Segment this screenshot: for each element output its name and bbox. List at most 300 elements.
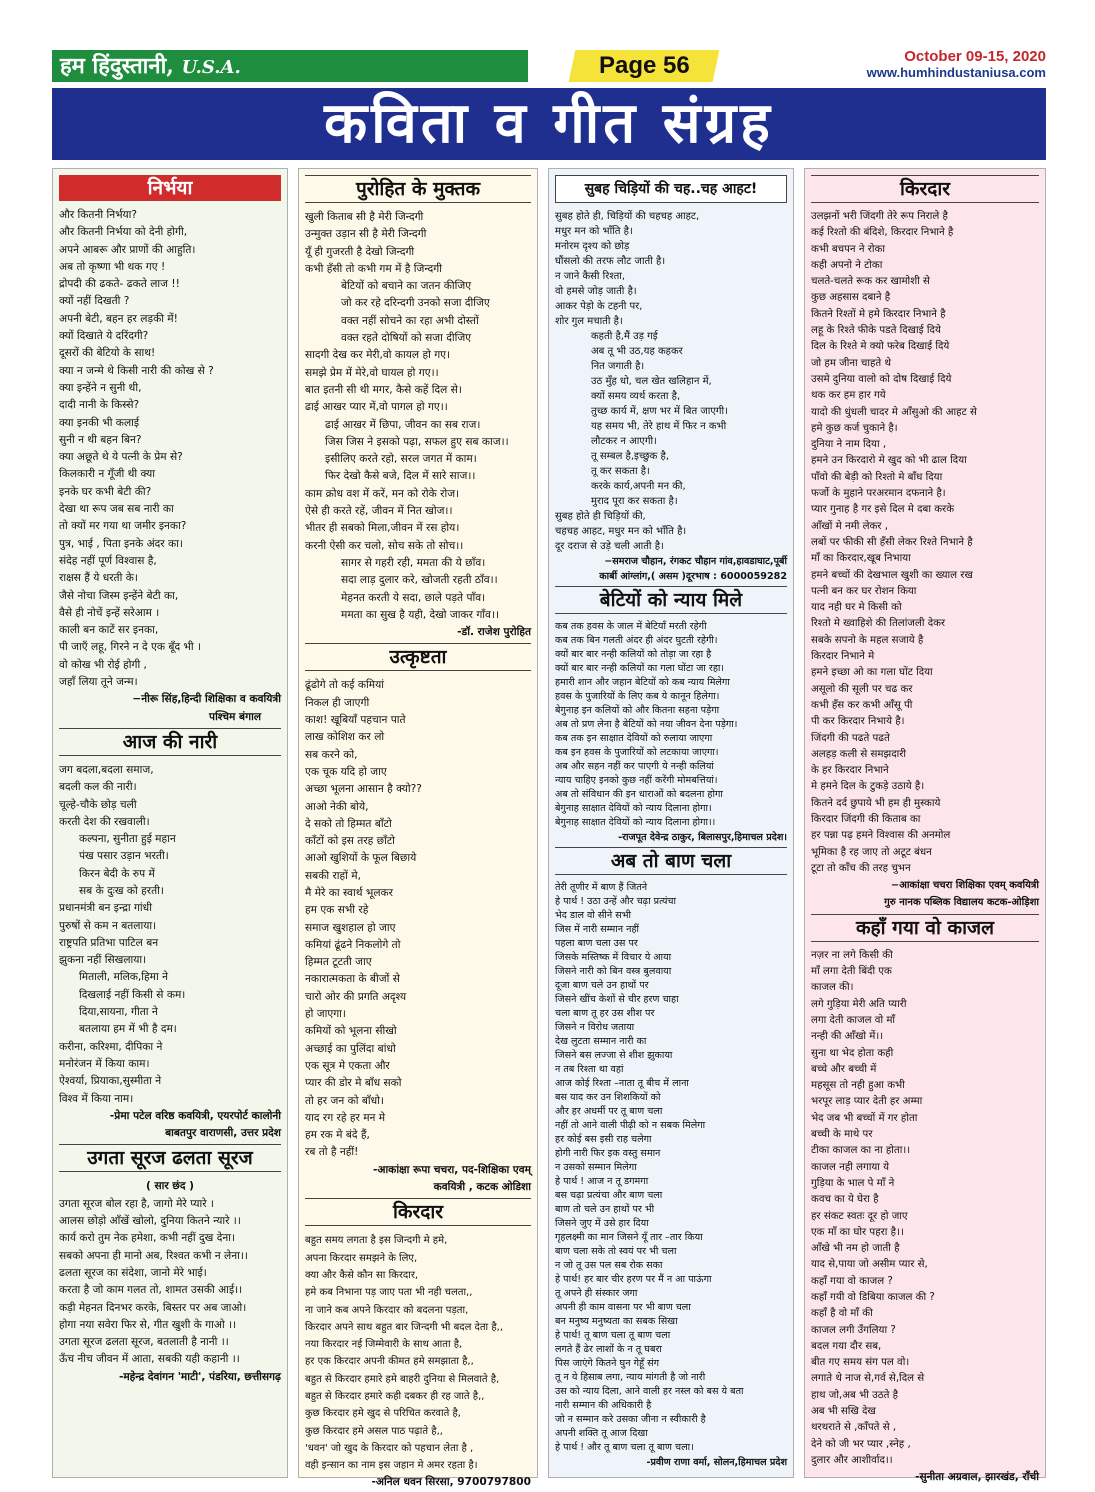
poem-credit-place: पश्चिम बंगाल xyxy=(209,710,261,723)
poem-line: जो हम जीना चाहते थे xyxy=(811,357,891,369)
poem-line: अपनी ही काम वासना पर भी बाण चला xyxy=(555,1302,691,1313)
poem-line: हमने इच्छा ओ का गला घोंट दिया xyxy=(811,667,933,679)
poem-line: अपनी बेटी, बहन हर लड़की में! xyxy=(59,312,178,325)
poem-body xyxy=(305,209,531,624)
poem-line: अपना किरदार समझने के लिए, xyxy=(305,1252,418,1264)
poem-line: न जाने कैसी रिश्ता, xyxy=(555,271,626,282)
poem-line: ढाई आखर में छिपा, जीवन का सब राज। xyxy=(325,418,481,431)
poem-line: टूटा तो काँच की तरह चुभन xyxy=(811,862,911,874)
poem-line: क्या और कैसे कौन सा किरदार, xyxy=(305,1269,419,1281)
poem-line: काजल नही लगाया ये xyxy=(811,1161,890,1173)
poem-line: क्यों दिखाते ये दरिंदगी? xyxy=(59,330,149,343)
poem-line: हमने बच्चों की देखभाल खुशी का ख्याल रख xyxy=(811,569,973,581)
poem-line: सुबह होते ही, चिड़ियों की चहचह आहट, xyxy=(555,211,700,222)
poem-line: उलझनों भरी जिंदगी तेरे रूप निराले है xyxy=(811,211,948,222)
poem-line: द्रोपदी की ढकते- ढकते लाज !! xyxy=(59,278,180,291)
poem-line: प्यार गुनाह है गर इसे दिल मे दबा करके xyxy=(811,504,955,516)
poem-line: कब तक हवस के जाल में बेटियाँ मरती रहेगी xyxy=(555,621,707,632)
poem-line: आलस छोड़ो आँखें खोलो, दुनिया कितने न्यारे ।। xyxy=(59,1215,241,1228)
poem-line: देने को जी भर प्यार ,स्नेह , xyxy=(811,1438,911,1450)
poem-line: अब तो प्रण लेना है बेटियों को नया जीवन देना पड़ेगा। xyxy=(555,719,738,730)
poem-line: बेटियों को बचाने का जतन कीजिए xyxy=(341,280,472,293)
poem-line: पत्नी बन कर घर रोशन किया xyxy=(811,585,917,597)
poem-line: कब इन हवस के पुजारियों को लटकाया जाएगा। xyxy=(555,747,719,758)
poem-line: जिसने बस लज्जा से शीश झुकाया xyxy=(555,1050,673,1061)
poem-line: एक सूत्र मे एकता और xyxy=(305,1059,390,1072)
poem-line: निकल ही जाएगी xyxy=(305,696,370,709)
poem-line: हम रक मे बंदे हैं, xyxy=(305,1129,370,1142)
poem-line: कहाँ गयी वो डिबिया काजल की ? xyxy=(811,1292,935,1303)
poem-line: अलहड़ कली से समझदारी xyxy=(811,748,907,760)
poem-line: कभी हँस कर कभी आँसू पी xyxy=(811,699,913,711)
poem-line: मेहनत करती ये सदा, छाले पड़ते पाँव। xyxy=(341,591,486,604)
poem-line: हे पार्थ! तू बाण चला तू बाण चला xyxy=(555,1330,671,1341)
poem-line: पुत्र, भाई , पिता इनके अंदर का। xyxy=(59,537,183,550)
poem-line: नकारात्मकता के बीजों से xyxy=(305,973,400,986)
poem-line: तुच्छ कार्य में, क्षण भर में बित जाएगी। xyxy=(591,406,728,417)
poem-line: कुछ किरदार हमे खुद से परिचित करवाते है, xyxy=(305,1408,461,1420)
poem-line: बच्चे और बच्ची में xyxy=(811,1063,877,1075)
poem-line: दूर दराज से उड़े चली आती है। xyxy=(555,541,664,552)
poem-line: याद नही घर मे किसी को xyxy=(811,602,902,614)
poem-line: के हर किरदार निभाने xyxy=(811,765,889,777)
poem-line: जहाँ लिया तूने जन्म। xyxy=(59,676,138,689)
poem-line: सुना था भेद होता कही xyxy=(811,1047,894,1059)
poem-line: नन्ही की आँखो में।। xyxy=(811,1031,884,1043)
poem-line: दिल के रिश्ते मे क्यो फरेब दिखाई दिये xyxy=(811,341,950,353)
poem-title: बेटियों को न्याय मिले xyxy=(555,586,787,614)
poem-title: कहाँ गया वो काजल xyxy=(811,914,1039,942)
poem-line: पहला बाण चला उस पर xyxy=(555,938,638,949)
poem-subtitle: ( सार छंद ) xyxy=(145,1180,195,1193)
poem-line: मुराद पूरा कर सकता है। xyxy=(591,496,678,507)
poem-line: बेगुनाह साक्षात देवियों को न्याय दिलाना होगा।। xyxy=(555,817,716,828)
poem-line: हर कोई बस इसी राह चलेगा xyxy=(555,1134,652,1145)
poem-line: दूसरों की बेटियो के साथ! xyxy=(59,347,156,360)
poem-line: चला बाण तू हर उस शीश पर xyxy=(555,1008,655,1019)
poem-title: उत्कृष्टता xyxy=(305,643,531,671)
poem-line: जिसने खींच केशों से चीर हरण चाहा xyxy=(555,994,679,1005)
poem-line: उठ मुँह धो, चल खेत खलिहान में, xyxy=(591,376,712,387)
poem-line: जिस जिस ने इसको पढ़ा, सफल हुए सब काज।। xyxy=(325,435,509,448)
poem-line: जिंदगी की पढते पढते xyxy=(811,732,890,744)
poem-line: मे हमने दिल के टुकड़े उठाये है। xyxy=(811,781,925,793)
poem-line: बस याद कर उन शिशकियों को xyxy=(555,1092,661,1103)
poem-line: अच्छा भूलना आसान है क्यो?? xyxy=(305,783,422,796)
poem-line: तू सम्बल है,इच्छुक है, xyxy=(591,451,669,462)
poem-line: आँखों मे नमी लेकर , xyxy=(811,520,888,532)
poem-credit-place: बाबतपुर वाराणसी, उत्तर प्रदेश xyxy=(165,1127,281,1140)
poem-line: हवस के पुजारियों के लिए कब ये कानून हिलेगा। xyxy=(555,691,720,702)
poem-line: सबके सपनो के महल सजाये है xyxy=(811,634,924,646)
poem-line: एक चूक यदि हो जाए xyxy=(305,765,387,778)
poem-line: याद रग रहे हर मन मे xyxy=(305,1111,386,1124)
poem-body xyxy=(59,762,281,1108)
poem-line: किरन बेदी के रुप में xyxy=(79,867,155,880)
page-number xyxy=(569,50,720,82)
poem-line: सुनी न थी बहन बिन? xyxy=(59,433,142,446)
poem-credit: -राजपूत देवेन्द्र ठाकुर, बिलासपुर,हिमाचल प्रदेश। xyxy=(618,832,787,843)
poem-line: दुनिया ने नाम दिया , xyxy=(811,439,887,451)
poem-line: कुछ किरदार हमे असल पाठ पढ़ाते है,, xyxy=(305,1425,443,1437)
column-3 xyxy=(548,168,794,1478)
page-header xyxy=(52,50,1052,86)
poem-line: भीतर ही सबको मिला,जीवन में रस होय। xyxy=(305,522,460,535)
poem-line: बहुत समय लगता है इस जिन्दगी मे हमे, xyxy=(305,1235,448,1247)
poem-credit: −आकांक्षा चचरा शिक्षिका एवम् कवयित्री xyxy=(890,880,1039,892)
poem-line: कवच का ये घेरा है xyxy=(811,1194,879,1206)
poem-line: माँ लगा देती बिंदी एक xyxy=(811,966,892,978)
poem-title: सुबह चिड़ियों की चह..चह आहट! xyxy=(555,175,787,203)
poem-line: कहाँ गया वो काजल ? xyxy=(811,1275,893,1287)
poem-line: फर्जो के मुहाने परअरमान दफनाने है। xyxy=(811,488,946,500)
poem-line: काँटों को इस तरह छाँटो xyxy=(305,835,395,848)
poem-line: हमारी शान और जहान बेटियों को कब न्याय मिलेगा xyxy=(555,677,730,688)
masthead-usa: U.S.A. xyxy=(181,57,241,78)
poem-line: कहती है,मैं उड़ गई xyxy=(591,331,658,342)
poem-line: क्यों नहीं दिखती ? xyxy=(59,295,130,308)
poem-line: तू अपने ही संस्कार जगा xyxy=(555,1288,638,1299)
column-4 xyxy=(804,168,1046,1484)
poem-line: आज कोई रिश्ता –नाता तू बीच में लाना xyxy=(555,1078,689,1089)
poem-credit-place: गुरु नानक पब्लिक विद्यालय कटक-ओड़िशा xyxy=(884,897,1039,909)
poem-line: अब भी सखि देख xyxy=(811,1406,876,1418)
poem-line: यादो की धुंधली चादर मे आँसुओ की आहट से xyxy=(811,406,977,418)
poem-line: अब तो संविधान की इन धाराओं को बदलना होगा xyxy=(555,789,723,800)
poem-line: सबकी राहों मे, xyxy=(305,869,361,882)
poem-line: आओ नेकी बोये, xyxy=(305,800,369,813)
poem-line: किरदार जिंदगी की किताब का xyxy=(811,813,921,825)
poem-line: जिसने जुए में उसे हार दिया xyxy=(555,1218,649,1229)
poem-line: लगाते थे नाज से,गर्व से,दिल से xyxy=(811,1373,925,1385)
poem-line: ना जाने कब अपने किरदार को बदलना पड़ता, xyxy=(305,1304,469,1316)
poem-line: नित जगाती है। xyxy=(591,361,645,372)
poem-credit: -महेन्द्र देवांगन 'माटी', पंडरिया, छत्तीसगढ़ xyxy=(118,1370,281,1383)
poem-line: लगे गुड़िया मेरी अति प्यारी xyxy=(811,998,907,1010)
poem-line: जिसके मस्तिष्क में विचार ये आया xyxy=(555,952,672,963)
poem-line: बात इतनी सी थी मगर, कैसे कहें दिल से। xyxy=(305,383,462,396)
poem-line: पाँवो की बेड़ी को रिश्तो मे बाँध दिया xyxy=(811,471,943,483)
poem-line: कब तक बिन गलती अंदर ही अंदर घुटती रहेगी। xyxy=(555,635,718,646)
section-banner: कविता व गीत संग्रह xyxy=(52,88,1046,160)
poem-body xyxy=(555,620,787,830)
poem-line: क्या इनकी भी कलाई xyxy=(59,416,140,429)
poem-line: बहुत से किरदार हमारे हमे बाहरी दुनिया से मिलवाते है, xyxy=(305,1373,500,1385)
poem-line: एक माँ का घोर पहरा है।। xyxy=(811,1226,904,1238)
poem-line: नया किरदार नई जिम्मेवारी के साथ आता है, xyxy=(305,1339,463,1351)
poem-line: दूजा बाण चले उन हाथों पर xyxy=(555,980,649,991)
poem-line: ढाई आखर प्यार में,वो पागल हो गए।। xyxy=(305,401,448,414)
masthead xyxy=(52,50,528,82)
poem-line: आओ खुशियों के फूल बिछाये xyxy=(305,852,417,865)
poem-line: क्या अछूते थे ये पत्नी के प्रेम से? xyxy=(59,451,183,464)
poem-line: मै मेरे का स्वार्थ भूलकर xyxy=(305,886,393,899)
poem-line: कार्य करो तुम नेक हमेशा, कभी नहीं दुख देना। xyxy=(59,1232,235,1245)
poem-line: कड़ी मेहनत दिनभर करके, बिस्तर पर अब जाओ। xyxy=(59,1301,247,1314)
poem-line: 'धवन' जो खुद के किरदार को पहचान लेता है , xyxy=(305,1442,474,1454)
poem-line: कमियों को भूलना सीखो xyxy=(305,1025,397,1038)
poem-title: किरदार xyxy=(305,1198,531,1226)
poem-line: हे पार्थ ! और तू बाण चला तू बाण चला। xyxy=(555,1442,694,1453)
masthead-title: हम हिंदुस्तानी, xyxy=(60,53,174,79)
poem-line: गुड़िया के भाल पे माँ ने xyxy=(811,1177,895,1189)
website-link[interactable]: www.humhindustaniusa.com xyxy=(866,65,1046,80)
poem-line: ऊँच नीच जीवन में आता, सबकी यही कहानी ।। xyxy=(59,1353,240,1366)
poem-line: उगता सूरज बोल रहा है, जागो मेरे प्यारे । xyxy=(59,1197,214,1210)
poem-line: ढूंढोगे तो कई कमियां xyxy=(305,679,384,692)
poem-line: बेगुनाह साक्षात देवियों को न्याय दिलाना होगा। xyxy=(555,803,712,814)
poem-line: असूलो की सूली पर चढ कर xyxy=(811,683,913,695)
poem-line: हर संकट स्वतः दूर हो जाए xyxy=(811,1210,908,1222)
poem-line: कमियां ढूंढने निकलोगे तो xyxy=(305,938,401,951)
poem-line: जो न सम्मान करे उसका जीना न स्वीकारी है xyxy=(555,1414,706,1425)
poem-credit-place: कार्बी आंग्लांग,( असम )दूरभाष : 6000059282 xyxy=(599,571,787,582)
poem-line: थक कर हम हार गये xyxy=(811,390,886,402)
poem-line: वही इन्सान का नाम इस जहान मे अमर रहता है। xyxy=(305,1460,478,1472)
poem-line: अच्छाई का पुलिंदा बांधो xyxy=(305,1042,396,1055)
poem-line: बदली कल की नारी। xyxy=(59,781,137,794)
poem-line: होगा नया सवेरा फिर से, गीत खुशी के गाओ ।। xyxy=(59,1318,237,1331)
poem-line: कब तक इन साक्षात देवियों को रुलाया जाएगा xyxy=(555,733,713,744)
page-number-label: Page 56 xyxy=(598,52,690,79)
poem-line: चहचह आहट, मधुर मन को भाँति है। xyxy=(555,526,687,537)
poem-line: नज़र ना लगे किसी की xyxy=(811,949,893,961)
poem-line: मनोरम दृश्य को छोड़ xyxy=(555,241,630,252)
poem-line: संदेह नहीं पूर्ण विश्वास है, xyxy=(59,554,157,567)
poem-line: तो हर जन को बाँधो। xyxy=(305,1094,384,1107)
poem-line: कुछ अहसास दबाने है xyxy=(811,292,891,304)
poem-line: होगी नारी फिर इक वस्तु समान xyxy=(555,1148,661,1159)
poem-line: ढलता सूरज का संदेशा, जानो मेरे भाई। xyxy=(59,1266,207,1279)
poem-line: लगा देती काजल वो माँ xyxy=(811,1014,896,1026)
poem-line: हाथ जो,अब भी उठते है xyxy=(811,1389,899,1401)
poem-line: ऐसे ही करते रहें, जीवन में नित खोज।। xyxy=(305,505,453,518)
poem-line: करता है जो काम गलत तो, शामत उसकी आई।। xyxy=(59,1284,243,1297)
poem-line: हमे कब निभाना पड़ जाए पता भी नही चलता,, xyxy=(305,1287,473,1299)
poem-line: अब तो कृष्णा भी थक गए ! xyxy=(59,260,166,273)
poem-line: क्यों बार बार नन्ही कलियों को तोड़ा जा रहा है xyxy=(555,649,712,660)
poem-line: करके कार्य,अपनी मन की, xyxy=(591,481,686,492)
poem-line: उगता सूरज ढलता सूरज, बतलाती है नानी ।। xyxy=(59,1336,229,1349)
poem-line: प्रधानमंत्री बन इन्द्रा गांधी xyxy=(59,902,152,915)
poem-line: भेद जब भी बच्चों में गर होता xyxy=(811,1112,918,1124)
poem-line: हे पार्थ ! आज न तू डगमगा xyxy=(555,1176,649,1187)
header-right xyxy=(867,48,1046,80)
poem-line: पुरुषों से कम न बतलाया। xyxy=(59,919,157,932)
poem-credit: -अनिल धवन सिरसा, 9700797800 xyxy=(371,1476,531,1489)
poem-line: उसमे दुनिया वालो को दोष दिखाई दिये xyxy=(811,373,952,385)
poem-line: वक्त नहीं सोचने का रहा अभी दोस्तों xyxy=(341,314,479,327)
poem-line: सादगी देख कर मेरी,वो कायल हो गए। xyxy=(305,349,451,362)
poem-line: क्या न जन्मे थे किसी नारी की कोख से ? xyxy=(59,364,214,377)
poem-title: पुरोहित के मुक्तक xyxy=(305,175,531,203)
poem-line: दुलार और आशीर्वाद।। xyxy=(811,1454,893,1466)
poem-line: जिसने नारी को बिन वस्त्र बुलवाया xyxy=(555,966,672,977)
poem-line: झुकना नहीं सिखलाया। xyxy=(59,954,147,967)
poem-line: और कितनी निर्भया? xyxy=(59,209,138,221)
poem-line: हे पार्थ ! उठा उन्हें और चढ़ा प्रत्यंचा xyxy=(555,896,676,907)
poem-line: वो हमसे जोड़ जाती है। xyxy=(555,286,637,297)
poem-line: ममता का सुख है यही, देखो जाकर गाँव।। xyxy=(341,608,499,621)
poem-line: ऐश्वर्या, प्रियाका,सुस्मीता ने xyxy=(59,1075,162,1088)
poem-line: बेगुनाह इन कलियों को और कितना सहना पड़ेगा xyxy=(555,705,720,716)
poem-line: कितने दर्द छुपाये भी हम ही मुस्काये xyxy=(811,797,941,809)
poem-line: लौटकर न आएगी। xyxy=(591,436,657,447)
poem-line: शोर गुल मचाती है। xyxy=(555,316,623,327)
poem-line: नारी सम्मान की अधिकारी है xyxy=(555,1400,652,1411)
poem-line: हिम्मत टूटती जाए xyxy=(305,956,372,969)
poem-line: कई रिश्तो की बंदिशे, किरदार निभाने है xyxy=(811,227,954,239)
poem-line: रब तो है नहीं! xyxy=(305,1146,359,1159)
poem-line: काली बन काटें सर इनका, xyxy=(59,624,159,637)
poem-line: काजल लगी उँगलिया ? xyxy=(811,1324,896,1336)
poem-line: जो कर रहे दरिन्दगी उनको सजा दीजिए xyxy=(341,297,490,310)
poem-line: सब करने को, xyxy=(305,748,358,761)
poem-line: हर पन्ना पढ़ हमने विश्वास की अनमोल xyxy=(811,830,951,842)
poem-line: हमे कुछ कर्ज चुकाने है। xyxy=(811,422,898,434)
poem-line: चलते-चलते रूक कर खामोशी से xyxy=(811,276,930,288)
poem-line: हे पार्थ! हर बार चीर हरण पर मैं न आ पाऊंगा xyxy=(555,1274,712,1285)
poem-line: महसूस तो नही हुआ कभी xyxy=(811,1080,905,1092)
poem-line: किरदार निभाने मे xyxy=(811,651,875,663)
poem-line: भरपूर लाड़ प्यार देती हर अम्मा xyxy=(811,1096,923,1108)
poem-line: हो जाएगा। xyxy=(305,1008,346,1021)
poem-line: उस को न्याय दिला, आने वाली हर नस्ल को बस ये बता xyxy=(555,1386,744,1397)
poem-line: बच्ची के माथे पर xyxy=(811,1129,873,1141)
poem-body xyxy=(59,1196,281,1369)
poem-body xyxy=(305,1232,531,1474)
poem-line: भेद डाल वो सीने सभी xyxy=(555,910,631,921)
poem-line: राक्षस हैं ये धरती के। xyxy=(59,572,138,585)
column-2 xyxy=(298,168,538,1489)
poem-line: लगते हैं ढेर लाशों के न तू घबरा xyxy=(555,1344,662,1355)
poem-line: कहाँ है वो माँ की xyxy=(811,1308,873,1320)
poem-line: यूँ ही गुजरती है देखो जिन्दगी xyxy=(305,245,415,258)
poem-line: किरदार अपने साथ बहुत बार जिन्दगी भी बदल देता है,, xyxy=(305,1321,503,1333)
poem-line: यह समय भी, तेरे हाथ में फिर न कभी xyxy=(591,421,727,432)
poem-line: तू कर सकता है। xyxy=(591,466,650,477)
poem-body xyxy=(305,677,531,1161)
poem-line: करती देश की रखवाली। xyxy=(59,815,150,828)
poem-credit-place: कवयित्री , कटक ओडिशा xyxy=(433,1181,531,1194)
poem-line: उन्मुक्त उड़ान सी है मेरी जिन्दगी xyxy=(305,228,427,241)
poem-line: पी जाएँ लहू, गिरने न दे एक बूँद भी । xyxy=(59,641,202,654)
poem-line: क्या इन्हेंने न सुनी थी, xyxy=(59,381,142,394)
poem-line: बस चढ़ा प्रत्यंचा और बाण चला xyxy=(555,1190,663,1201)
poem-line: सागर से गहरी रही, ममता की ये छाँव। xyxy=(341,556,486,569)
poem-line: सदा लाड़ दुलार करे, खोजती रहती ठाँव।। xyxy=(341,574,498,587)
poem-line: इसीलिए करते रहो, सरल जगत में काम। xyxy=(325,453,477,466)
poem-line: किलकारी न गूँजी थी क्या xyxy=(59,468,156,481)
poem-line: बाण तो चले उन हाथों पर भी xyxy=(555,1204,655,1215)
poem-line: और कितनी निर्भया को देनी होगी, xyxy=(59,226,188,239)
poem-line: दे सको तो हिम्मत बाँटो xyxy=(305,817,392,830)
poem-line: हर एक किरदार अपनी कीमत हमे समझाता है,, xyxy=(305,1356,474,1368)
poem-credit: −नीरू सिंह,हिन्दी शिक्षिका व कवयित्री xyxy=(132,693,281,706)
poem-credit: -आकांक्षा रूपा चचरा, पद-शिक्षिका एवम् xyxy=(372,1163,531,1176)
poem-line: इनके घर कभी बेटी की? xyxy=(59,485,152,498)
poem-line: हमने उन किरदारो मे खुद को भी ढाल दिया xyxy=(811,455,967,467)
poem-line: मधुर मन को भाँति है। xyxy=(555,226,633,237)
poem-line: बदल गया दौर सब, xyxy=(811,1340,882,1352)
poem-line: काम क्रोध वश में करें, मन को रोके रोज। xyxy=(305,487,460,500)
poem-body xyxy=(811,209,1039,877)
poem-body xyxy=(59,207,281,691)
poem-line: टीका काजल का ना होता।। xyxy=(811,1145,911,1157)
poem-line: फिर देखो कैसे बजे, दिल में सारे साज।। xyxy=(325,470,476,483)
poem-credit: -सुनीता अग्रवाल, झारखंड, राँची xyxy=(915,1471,1039,1484)
poem-body xyxy=(811,948,1039,1470)
poem-line: सुबह होते ही चिड़ियों की, xyxy=(555,511,646,522)
poem-line: बीत गए समय संग पल वो। xyxy=(811,1357,910,1369)
issue-date: October 09-15, 2020 xyxy=(904,48,1046,65)
poem-credit: −समराज चौहान, रंगकट चौहान गांव,हावडाघाट,पूर्बी xyxy=(604,556,787,567)
poem-line: दादी नानी के किस्से? xyxy=(59,399,140,412)
poem-line: सब के दुःख को हरती। xyxy=(79,884,164,897)
poem-credit: -प्रेमा पटेल वरिष्ठ कवयित्री, एयरपोर्ट कालोनी xyxy=(109,1109,281,1122)
poem-line: कभी बचपन ने रोका xyxy=(811,243,885,255)
poem-line: लाख कोशिश कर लो xyxy=(305,731,385,744)
poem-line: करीना, करिश्मा, दीपिका ने xyxy=(59,1040,163,1053)
poem-line: आकर पेड़ो के टहनी पर, xyxy=(555,301,643,312)
poem-line: वैसे ही नोचें इन्हें सरेआम । xyxy=(59,606,160,619)
poem-line: समाज खुशहाल हो जाए xyxy=(305,921,396,934)
poem-line: जैसे नोचा जिस्म इन्हेंने बेटी का, xyxy=(59,589,179,602)
poem-line: मिताली, मलिक,हिमा ने xyxy=(79,971,168,984)
poem-line: अब और सहन नहीं कर पाएगी ये नन्ही कलियां xyxy=(555,761,714,772)
poem-title: आज की नारी xyxy=(59,728,281,756)
poem-line: अब तू भी उठ,यह कहकर xyxy=(591,346,683,357)
poem-line: बतलाया हम में भी है दम। xyxy=(79,1023,177,1036)
poem-line: पंख पसार उड़ान भरती। xyxy=(79,850,169,863)
poem-line: विश्व में किया नाम। xyxy=(59,1092,134,1105)
poem-line: तेरी तूणीर में बाण हैं जितने xyxy=(555,882,648,893)
poem-title: उगता सूरज ढलता सूरज xyxy=(59,1144,281,1172)
poem-line: कल्पना, सुनीता हुई महान xyxy=(79,833,176,846)
poem-line: न उसको सम्मान मिलेगा xyxy=(555,1162,637,1173)
poem-line: राष्ट्रपति प्रतिभा पाटिल बन xyxy=(59,936,159,949)
poem-line: सबको अपना ही मानो अब, रिश्वत कभी न लेना।। xyxy=(59,1249,248,1262)
poem-line: तो क्यों मर गया था जमीर इनका? xyxy=(59,520,187,533)
poem-line: खुली किताब सी है मेरी जिन्दगी xyxy=(305,211,424,223)
poem-body xyxy=(555,209,787,554)
poem-credit: -डॉ. राजेश पुरोहित xyxy=(457,626,531,639)
poem-line: कभी हँसी तो कभी गम में है जिन्दगी xyxy=(305,262,443,275)
poem-line: लहू के रिश्ते फीके पडते दिखाई दिये xyxy=(811,325,941,337)
poem-body xyxy=(555,881,787,1455)
poem-line: मनोरंजन में किया काम। xyxy=(59,1057,150,1070)
poem-line: लबों पर फीकी सी हँसी लेकर रिश्ते निभाने है xyxy=(811,536,973,548)
poem-credit: -प्रवीण राणा वर्मा, सोलन,हिमाचल प्रदेश xyxy=(646,1457,787,1468)
poem-line: तू न ये हिसाब लगा, न्याय मांगती है जो नारी xyxy=(555,1372,706,1383)
poem-line: दिखलाई नहीं किसी से कम। xyxy=(79,988,186,1001)
poem-line: देखा था रूप जब सब नारी का xyxy=(59,503,174,516)
poem-line: अपने आबरू और प्राणों की आहुति। xyxy=(59,243,196,256)
poem-line: जिसने न विरोध जताया xyxy=(555,1022,635,1033)
poem-line: क्यों बार बार नन्ही कलियों का गला घोंटा जा रहा। xyxy=(555,663,725,674)
poem-line: प्यार की डोर मे बाँध सको xyxy=(305,1077,402,1090)
poem-line: न्याय चाहिए इनको कुछ नहीं करेंगी मोमबत्तियां। xyxy=(555,775,718,786)
poem-title: अब तो बाण चला xyxy=(555,847,787,875)
poem-line: बन मनुष्य मनुष्यता का सबक सिखा xyxy=(555,1316,678,1327)
poem-title: किरदार xyxy=(811,175,1039,203)
poem-line: भूमिका है रह जाए तो अटूट बंधन xyxy=(811,846,932,858)
poem-line: माँ का किरदार,खूब निभाया xyxy=(811,553,911,565)
poem-line: और हर अधर्मी पर तू बाण चला xyxy=(555,1106,663,1117)
poem-line: दिया,सायना, गीता ने xyxy=(79,1006,158,1019)
poem-line: देख लुटता सम्मान नारी का xyxy=(555,1036,647,1047)
poem-line: पी कर किरदार निभाये है। xyxy=(811,716,905,728)
